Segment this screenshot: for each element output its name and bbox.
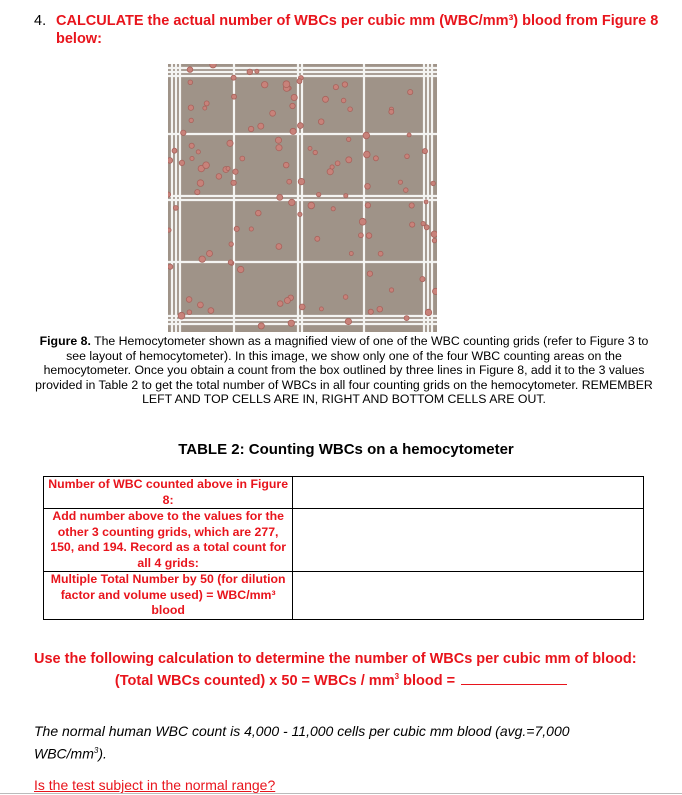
blood-cell	[298, 178, 304, 184]
formula-prefix: (Total WBCs counted) x 50 = WBCs / mm	[114, 673, 395, 689]
normal-range-suffix: ).	[98, 745, 107, 762]
blood-cell	[420, 277, 425, 282]
blood-cell	[168, 158, 173, 164]
blood-cell	[287, 179, 292, 184]
blood-cell	[203, 106, 207, 110]
blood-cell	[331, 207, 335, 211]
blood-cell	[227, 140, 233, 146]
blood-cell	[210, 64, 216, 68]
blood-cell	[240, 156, 245, 161]
row-label: Number of WBC counted above in Figure 8:	[44, 477, 293, 509]
normal-range-superscript: 3	[93, 746, 99, 755]
blood-cell	[291, 94, 297, 100]
blood-cell	[344, 194, 348, 198]
blood-cell	[247, 69, 253, 75]
blood-cell	[335, 161, 340, 166]
blood-cell	[345, 318, 351, 324]
blood-cell	[341, 98, 346, 103]
blood-cell	[289, 199, 295, 205]
blood-cell	[365, 184, 371, 190]
table-title: TABLE 2: Counting WBCs on a hemocytometer	[178, 441, 514, 458]
blood-cell	[168, 192, 171, 197]
formula-superscript: 3	[394, 672, 400, 682]
blood-cell	[308, 146, 312, 150]
blood-cell	[188, 80, 193, 85]
blood-cell	[277, 194, 283, 200]
blood-cell	[342, 82, 347, 87]
blood-cell	[432, 238, 436, 242]
answer-cell-wbc-counted[interactable]	[293, 477, 644, 509]
blood-cell	[196, 150, 200, 154]
blood-cell	[299, 304, 305, 310]
blood-cell	[179, 160, 184, 165]
blood-cell	[308, 202, 315, 209]
blood-cell	[364, 151, 371, 158]
blood-cell	[346, 157, 352, 163]
blood-cell	[178, 312, 185, 319]
blood-cell	[187, 310, 192, 315]
blood-cell	[290, 103, 295, 108]
blood-cell	[407, 133, 411, 137]
blood-cell	[204, 101, 209, 106]
answer-blank[interactable]	[461, 672, 567, 685]
blood-cell	[359, 233, 364, 238]
blood-cell	[347, 137, 351, 141]
blood-cell	[424, 200, 428, 204]
blood-cell	[248, 126, 253, 131]
blood-cell	[378, 251, 383, 256]
blood-cell	[404, 188, 409, 193]
blood-cell	[424, 225, 429, 230]
blood-cell	[189, 143, 194, 148]
blood-cell	[275, 137, 281, 143]
blood-cell	[359, 218, 366, 225]
blood-cell	[255, 69, 259, 73]
blood-cell	[234, 226, 239, 231]
blood-cell	[233, 169, 238, 174]
blood-cell	[290, 128, 296, 134]
blood-cell	[232, 94, 237, 99]
blood-cell	[262, 82, 268, 88]
blood-cell	[333, 85, 338, 90]
table-row	[44, 477, 644, 509]
blood-cell	[203, 162, 210, 169]
blood-cell	[431, 181, 436, 186]
blood-cell	[377, 306, 383, 312]
blood-cell	[226, 167, 230, 171]
normal-range-prefix: The normal human WBC count is 4,000 - 11,000 cells per cubic mm blood (avg.=7,000 WBC/mm	[34, 723, 570, 762]
table-row	[44, 572, 644, 620]
blood-cell	[197, 180, 204, 187]
blood-cell	[367, 271, 372, 276]
blood-cell	[330, 165, 334, 169]
blood-cell	[172, 148, 177, 153]
blood-cell	[283, 81, 290, 88]
blood-cell	[366, 233, 372, 239]
blood-cell	[298, 123, 304, 129]
blood-cell	[410, 222, 415, 227]
blood-cell	[433, 288, 438, 294]
blood-cell	[318, 119, 324, 125]
page-divider	[0, 793, 682, 794]
blood-cell	[258, 123, 264, 129]
blood-cell	[288, 320, 294, 326]
blood-cell	[168, 264, 173, 269]
blood-cell	[187, 67, 193, 73]
figure-label: Figure 8.	[39, 334, 91, 348]
blood-cell	[228, 260, 233, 265]
blood-cell	[343, 295, 348, 300]
hemocytometer-micrograph	[168, 64, 437, 332]
blood-cell	[327, 169, 333, 175]
blood-cell	[349, 252, 353, 256]
blood-cell	[425, 309, 431, 315]
row-label: Multiple Total Number by 50 (for dilution factor and volume used) = WBC/mm³ blood	[44, 572, 293, 620]
figure-caption	[30, 334, 658, 407]
blood-cell	[270, 110, 276, 116]
calculation-instruction: Use the following calculation to determine the number of WBCs per cubic mm of blood:	[34, 651, 637, 667]
blood-cell	[404, 316, 409, 321]
answer-cell-wbc-per-mm3[interactable]	[293, 572, 644, 620]
blood-cell	[181, 130, 186, 135]
row-label: Add number above to the values for the other 3 counting grids, which are 277, 150, and 194. Record as a total count for all 4 grids:	[44, 509, 293, 572]
blood-cell	[422, 149, 427, 154]
blood-cell	[389, 109, 394, 114]
blood-cell	[373, 156, 378, 161]
blood-cell	[190, 156, 194, 160]
blood-cell	[168, 228, 171, 232]
blood-cell	[276, 244, 282, 250]
blood-cell	[389, 288, 393, 292]
blood-cell	[229, 242, 233, 246]
blood-cell	[368, 309, 373, 314]
blood-cell	[231, 180, 236, 185]
normal-range-text	[34, 721, 644, 764]
blood-cell	[199, 256, 205, 262]
blood-cell	[408, 90, 413, 95]
blood-cell	[317, 192, 321, 196]
blood-cell	[365, 203, 370, 208]
blood-cell	[319, 307, 323, 311]
blood-cell	[409, 203, 414, 208]
blood-cell	[207, 251, 213, 257]
wbc-count-table	[43, 476, 644, 620]
question-text: CALCULATE the actual number of WBCs per cubic mm (WBC/mm³) blood from Figure 8 below:	[56, 13, 659, 47]
figure-caption-text: The Hemocytometer shown as a magnified view of one of the WBC counting grids (refer to Figure 3 to see layout of hemocytometer). In this image, we show only one of the four WBC counting areas on the hemocytometer. Once you obtain a count from the box outlined by three lines in Figure 8, add it to the 3 values provided in Table 2 to get the total number of WBCs in all four counting grids on the hemocytometer. REMEMBER LEFT AND TOP CELLS ARE IN, RIGHT AND BOTTOM CELLS ARE OUT.	[35, 334, 653, 407]
blood-cell	[256, 210, 262, 216]
blood-cell	[186, 297, 192, 303]
blood-cell	[297, 79, 302, 84]
blood-cell	[195, 190, 200, 195]
question-heading	[34, 12, 674, 48]
blood-cell	[238, 266, 244, 272]
blood-cell	[198, 302, 204, 308]
blood-cell	[208, 308, 214, 314]
blood-cell	[313, 150, 317, 154]
blood-cell	[298, 212, 302, 216]
formula-suffix: blood =	[399, 673, 460, 689]
blood-cell	[315, 236, 320, 241]
blood-cell	[277, 301, 283, 307]
blood-cell	[284, 298, 290, 304]
table-row	[44, 509, 644, 572]
blood-cell	[188, 105, 193, 110]
followup-question: Is the test subject in the normal range?	[34, 777, 276, 793]
blood-cell	[283, 162, 289, 168]
blood-cell	[276, 145, 282, 151]
blood-cell	[231, 75, 236, 80]
blood-cell	[405, 154, 410, 159]
blood-cell	[249, 227, 253, 231]
question-number: 4.	[34, 13, 47, 29]
blood-cell	[216, 174, 222, 180]
blood-cell	[398, 180, 402, 184]
calculation-formula	[0, 672, 682, 689]
blood-cell	[421, 221, 425, 225]
blood-cell	[173, 206, 178, 211]
blood-cell	[431, 231, 437, 237]
blood-cell	[189, 118, 193, 122]
blood-cell	[258, 323, 264, 329]
blood-cell	[363, 132, 370, 139]
answer-cell-total-count[interactable]	[293, 509, 644, 572]
blood-cell	[323, 96, 329, 102]
blood-cell	[348, 107, 353, 112]
